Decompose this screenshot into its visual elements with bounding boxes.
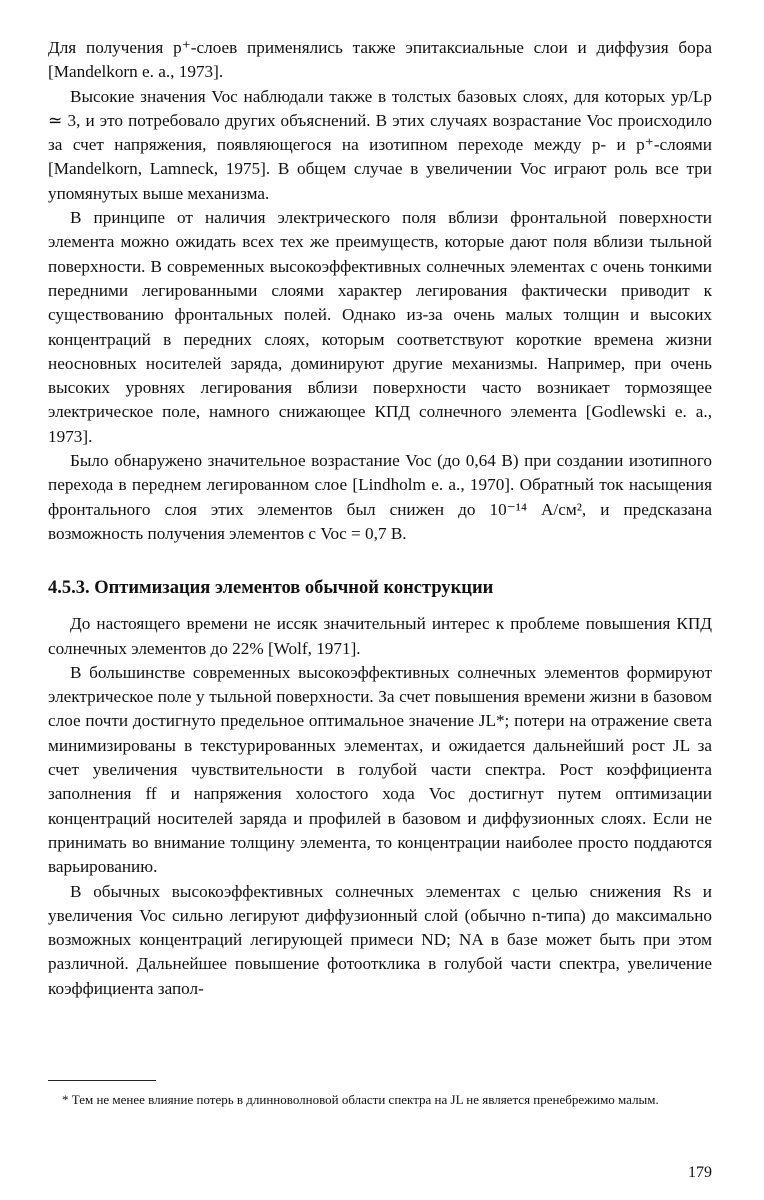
footnote: * Тем не менее влияние потерь в длинноволновой области спектра на JL не является пренебрежимо малым.	[62, 1092, 659, 1107]
paragraph: Высокие значения Voc наблюдали также в толстых базовых слоях, для которых yp/Lp ≃ 3, и это потребовало других объяснений. В этих случаях возрастание Voc происходило за счет напряжения, появляющегося на изотипном переходе между p- и p⁺-слоями [Mandelkorn, Lamneck, 1975]. В общем случае в увеличении Voc играют роль все три упомянутых выше механизма.	[48, 86, 712, 203]
body-text-top	[48, 36, 712, 546]
page-number: 179	[688, 1164, 712, 1181]
paragraph: В большинстве современных высокоэффективных солнечных элементов формируют электрическое поле у тыльной поверхности. За счет повышения времени жизни в базовом слое почти достигнуто предельное оптимальное значение JL*; потери на отражение света минимизированы в текстурированных элементах, и ожидается дальнейший рост JL за счет увеличения чувствительности в голубой части спектра. Рост коэффициента заполнения ff и напряжения холостого хода Voc достигнут путем оптимизации концентраций носителей заряда и профилей в базовом и диффузионных слоях. Если не принимать во внимание толщину элемента, то концентрации наиболее просто поддаются варьированию.	[48, 662, 712, 877]
paragraph: Для получения p⁺-слоев применялись также эпитаксиальные слои и диффузия бора [Mandelkorn e. a., 1973].	[48, 38, 712, 82]
footnote-divider	[48, 1080, 156, 1081]
paragraph: Было обнаружено значительное возрастание Voc (до 0,64 В) при создании изотипного перехода в переднем легированном слое [Lindholm e. a., 1970]. Обратный ток насыщения фронтального слоя этих элементов был снижен до 10⁻¹⁴ А/см², и предсказана возможность получения элементов с Voc = 0,7 В.	[48, 451, 712, 543]
paragraph: В принципе от наличия электрического поля вблизи фронтальной поверхности элемента можно ожидать всех тех же преимуществ, которые дают поля вблизи тыльной поверхности. В современных высокоэффективных солнечных элементах с очень тонкими передними легированными слоями характер легирования фактически приводит к существованию фронтальных полей. Однако из-за очень малых толщин и высоких концентраций в передних слоях, которым соответствуют короткие времена жизни неосновных носителей заряда, доминируют другие механизмы. Например, при очень высоких уровнях легирования вблизи поверхности часто возникает тормозящее электрическое поле, намного снижающее КПД солнечного элемента [Godlewski e. a., 1973].	[48, 208, 712, 446]
paragraph: В обычных высокоэффективных солнечных элементах с целью снижения Rs и увеличения Voc сильно легируют диффузионный слой (обычно n-типа) до максимально возможных концентраций легирующей примеси ND; NA в базе может быть при этом различной. Дальнейшее повышение фотоотклика в голубой части спектра, увеличение коэффициента запол-	[48, 881, 712, 998]
section-heading: 4.5.3. Оптимизация элементов обычной конструкции	[48, 578, 494, 599]
paragraph: До настоящего времени не иссяк значительный интерес к проблеме повышения КПД солнечных элементов до 22% [Wolf, 1971].	[48, 614, 712, 658]
section-4-5-3	[48, 576, 712, 1001]
